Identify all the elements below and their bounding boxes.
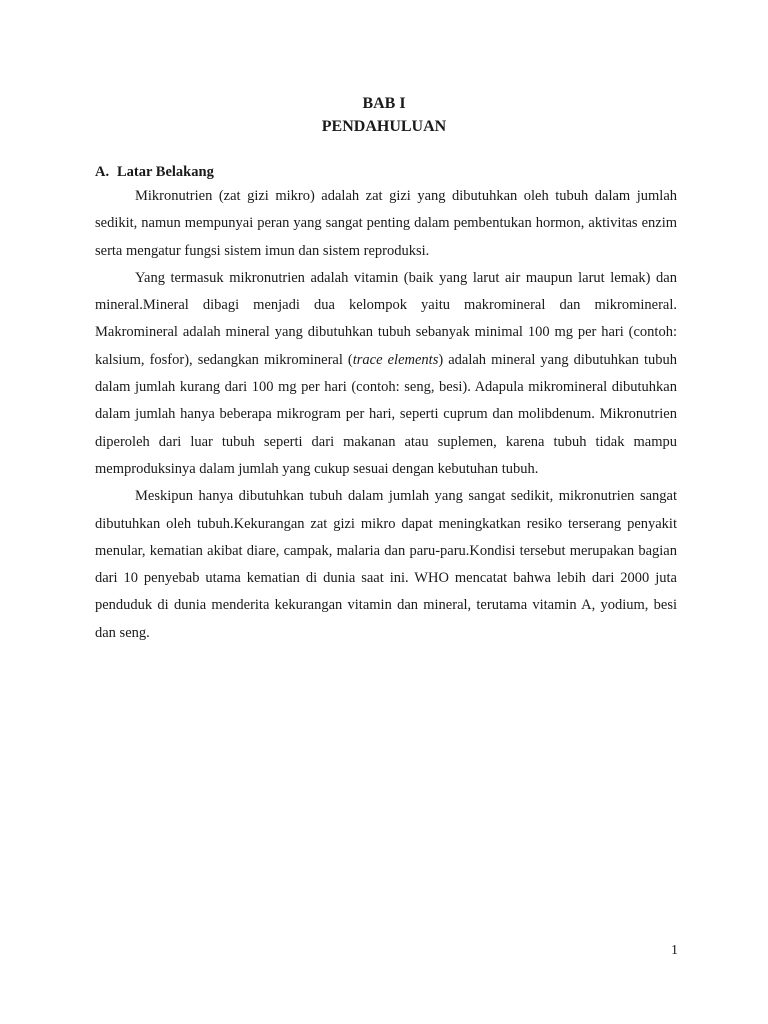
page-number: 1: [671, 943, 678, 958]
paragraph-3: Meskipun hanya dibutuhkan tubuh dalam jumlah yang sangat sedikit, mikronutrien sangat dibutuhkan oleh tubuh.Kekurangan zat gizi mikro dapat meningkatkan resiko terserang penyakit menular, kematian akibat diare, campak, malaria dan paru-paru.Kondisi tersebut merupakan bagian dari 10 penyebab utama kematian di dunia saat ini. WHO mencatat bahwa lebih dari 2000 juta penduduk di dunia menderita kekurangan vitamin dan mineral, terutama vitamin A, yodium, besi dan seng.: [95, 488, 677, 641]
paragraph-2-text-a: Yang termasuk mikronutrien adalah vitamin (baik yang larut air maupun larut lemak) dan mineral.Mineral dibagi menjadi dua kelompok yaitu makromineral dan mikromineral. Makromineral adalah mineral yang dibutuhkan tubuh sebanyak minimal 100 mg per hari (contoh: kalsium, fosfor), sedangkan mikromineral (: [95, 269, 677, 368]
paragraph-2: [95, 265, 677, 483]
italic-term: trace elements: [352, 351, 439, 368]
section-heading: [95, 162, 214, 182]
section-title: Latar Belakang: [117, 164, 214, 180]
paragraph-2-text-b: ) adalah mineral yang dibutuhkan tubuh dalam jumlah kurang dari 100 mg per hari (contoh: seng, besi). Adapula mikromineral dibutuhkan dalam jumlah hanya beberapa mikrogram per hari, seperti cuprum dan molibdenum. Mikronutrien diperoleh dari luar tubuh seperti dari makanan atau suplemen, karena tubuh tidak mampu memproduksinya dalam jumlah yang cukup sesuai dengan kebutuhan tubuh.: [95, 351, 677, 477]
chapter-label: BAB I: [362, 95, 406, 112]
paragraph-1: Mikronutrien (zat gizi mikro) adalah zat gizi yang dibutuhkan oleh tubuh dalam jumlah sedikit, namun mempunyai peran yang sangat penting dalam pembentukan hormon, aktivitas enzim serta mengatur fungsi sistem imun dan sistem reproduksi.: [95, 188, 677, 259]
section-number: A.: [95, 164, 110, 180]
chapter-heading: [0, 92, 768, 138]
body-text: [95, 183, 677, 647]
chapter-title: PENDAHULUAN: [321, 118, 447, 135]
